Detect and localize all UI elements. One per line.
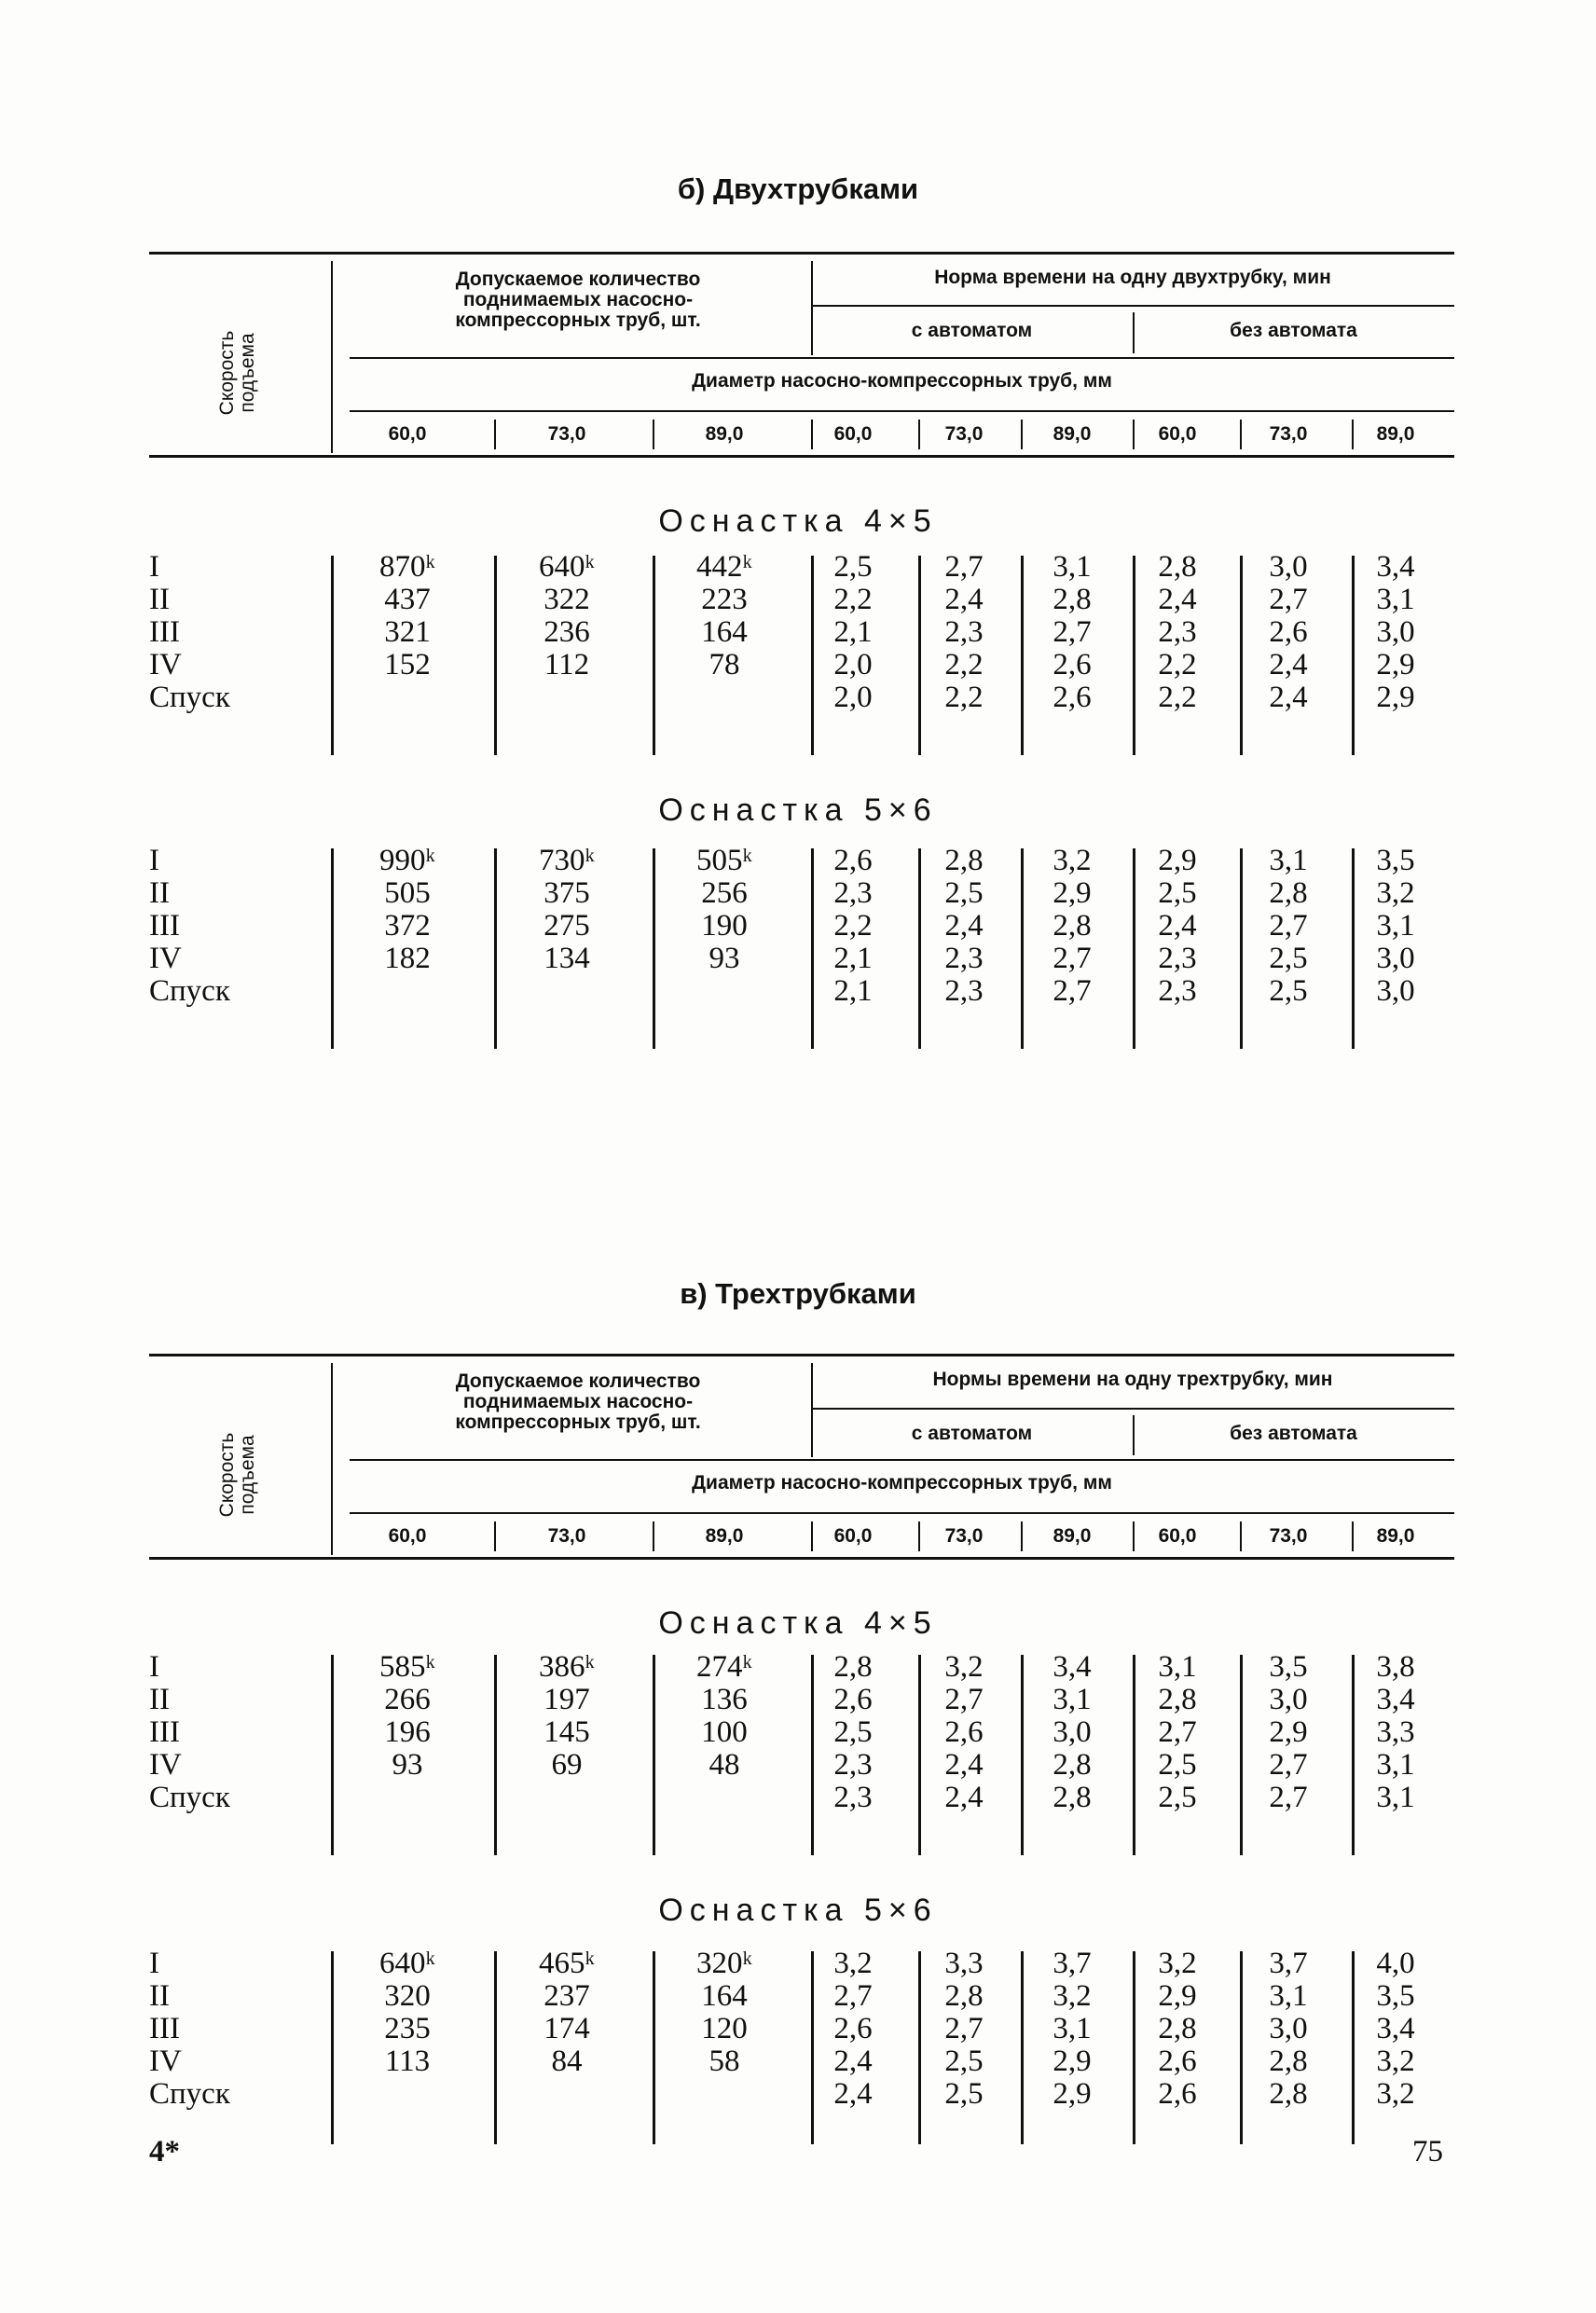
quantity-cell: 145	[543, 1715, 590, 1749]
time-norm-cell: 2,3	[833, 1748, 873, 1782]
time-norm-cell: 2,4	[1158, 909, 1197, 943]
diameter-header-cell: 89,0	[1053, 1525, 1092, 1547]
body-column-divider	[653, 556, 655, 755]
row-label: IV	[149, 1748, 182, 1782]
time-norm-cell: 2,8	[1269, 876, 1308, 910]
time-norm-cell: 2,7	[1269, 1748, 1308, 1782]
time-norm-cell: 2,4	[944, 909, 984, 943]
auto-subheader-rule	[350, 1459, 1454, 1461]
row-label: I	[149, 1650, 159, 1684]
rigging-group-title: Оснастка 4×5	[658, 1605, 938, 1641]
time-norm-cell: 3,0	[1376, 615, 1415, 649]
body-column-divider	[1021, 556, 1024, 755]
time-norm-cell: 2,8	[1053, 1748, 1092, 1782]
time-norm-cell: 3,1	[1269, 844, 1308, 877]
time-norm-cell: 4,0	[1376, 1947, 1415, 1980]
time-norm-cell: 2,3	[944, 615, 984, 649]
body-column-divider	[918, 556, 921, 755]
time-norm-cell: 2,3	[1158, 974, 1197, 1008]
diameter-subheader-rule	[350, 1512, 1454, 1514]
row-label: I	[149, 550, 159, 584]
allowed-quantity-label: Допускаемое количество	[455, 268, 701, 290]
quantity-cell: 100	[701, 1715, 748, 1749]
body-column-divider	[494, 1951, 497, 2144]
quantity-cell: 640ᵏ	[539, 550, 595, 584]
diameter-header-cell: 89,0	[705, 423, 744, 445]
body-column-divider	[494, 556, 497, 755]
quantity-cell: 196	[384, 1715, 431, 1749]
quantity-cell: 136	[701, 1683, 748, 1716]
quantity-cell: 437	[384, 583, 431, 616]
body-column-divider	[331, 848, 334, 1049]
body-column-divider	[653, 848, 655, 1049]
header-bottom-rule	[149, 1557, 1454, 1560]
quantity-cell: 134	[543, 942, 590, 975]
row-label: IV	[149, 942, 182, 975]
time-norm-cell: 3,2	[1053, 1979, 1092, 2013]
time-norm-cell: 3,0	[1376, 974, 1415, 1008]
diameter-divider	[494, 1521, 496, 1551]
time-norm-cell: 2,0	[833, 648, 873, 682]
time-norm-cell: 2,9	[1269, 1715, 1308, 1749]
time-norm-cell: 3,1	[1053, 1683, 1092, 1716]
diameter-divider	[494, 420, 496, 449]
quantity-cell: 442ᵏ	[696, 550, 752, 584]
quantity-cell: 274ᵏ	[696, 1650, 752, 1684]
time-norm-cell: 3,5	[1376, 1979, 1415, 2013]
header-top-rule	[149, 252, 1454, 255]
quantity-cell: 640ᵏ	[379, 1947, 435, 1980]
quantity-cell: 505ᵏ	[696, 844, 752, 877]
header-left-divider	[331, 1363, 333, 1555]
body-column-divider	[918, 848, 921, 1049]
header-top-rule	[149, 1354, 1454, 1356]
diameter-label: Диаметр насосно-компрессорных труб, мм	[692, 370, 1112, 392]
time-norm-cell: 3,1	[1269, 1979, 1308, 2013]
body-column-divider	[331, 1951, 334, 2144]
quantity-cell: 322	[543, 583, 590, 616]
time-norm-cell: 2,8	[1158, 1683, 1197, 1716]
without-auto-label: без автомата	[1230, 320, 1357, 341]
time-norm-cell: 3,1	[1376, 1781, 1415, 1814]
row-label: IV	[149, 2045, 182, 2078]
body-column-divider	[494, 1655, 497, 1855]
norm-subheader-rule	[811, 305, 1454, 307]
time-norm-cell: 2,6	[1053, 681, 1092, 714]
time-norm-cell: 2,3	[833, 876, 873, 910]
section-title: б) Двухтрубками	[677, 172, 919, 205]
diameter-header-cell: 73,0	[547, 1525, 586, 1547]
time-norm-cell: 2,2	[944, 681, 984, 714]
body-column-divider	[1240, 1951, 1243, 2144]
time-norm-cell: 3,3	[944, 1947, 984, 1980]
body-column-divider	[653, 1951, 655, 2144]
time-norm-cell: 2,7	[1269, 909, 1308, 943]
rotated-label-line: подъема	[237, 333, 258, 413]
diameter-header-cell: 60,0	[833, 1525, 873, 1547]
time-norm-cell: 3,2	[1376, 2077, 1415, 2111]
body-column-divider	[1021, 1655, 1024, 1855]
time-norm-cell: 2,8	[1053, 909, 1092, 943]
quantity-cell: 58	[709, 2045, 740, 2078]
time-norm-cell: 2,8	[944, 844, 984, 877]
body-column-divider	[1240, 556, 1243, 755]
time-norm-cell: 3,1	[1053, 2012, 1092, 2045]
time-norm-cell: 2,2	[1158, 681, 1197, 714]
row-label: II	[149, 1683, 170, 1716]
time-norm-cell: 2,1	[833, 942, 873, 975]
time-norm-cell: 3,0	[1269, 550, 1308, 584]
row-label: IV	[149, 648, 182, 682]
time-norm-cell: 3,5	[1376, 844, 1415, 877]
time-norm-cell: 2,7	[944, 2012, 984, 2045]
diameter-header-cell: 89,0	[1376, 423, 1415, 445]
time-norm-cell: 2,5	[944, 2077, 984, 2111]
time-norm-cell: 2,8	[1053, 1781, 1092, 1814]
header-bottom-rule	[149, 455, 1454, 458]
allowed-quantity-label: компрессорных труб, шт.	[455, 1411, 701, 1433]
time-norm-cell: 2,2	[1158, 648, 1197, 682]
time-norm-cell: 3,7	[1053, 1947, 1092, 1980]
diameter-subheader-rule	[350, 410, 1454, 412]
rotated-label-line: Скорость	[216, 1432, 238, 1518]
body-column-divider	[1021, 848, 1024, 1049]
quantity-cell: 236	[543, 615, 590, 649]
row-label: I	[149, 1947, 159, 1980]
quantity-cell: 164	[701, 1979, 748, 2013]
quantity-cell: 275	[543, 909, 590, 943]
time-norm-cell: 2,7	[944, 550, 984, 584]
time-norm-cell: 2,9	[1376, 681, 1415, 714]
time-norm-cell: 2,4	[833, 2077, 873, 2111]
allowed-quantity-label: поднимаемых насосно-	[462, 1391, 694, 1412]
row-label: III	[149, 615, 180, 649]
quantity-cell: 164	[701, 615, 748, 649]
diameter-header-cell: 89,0	[705, 1525, 744, 1547]
rigging-group-title: Оснастка 5×6	[658, 1893, 938, 1928]
time-norm-cell: 2,5	[833, 1715, 873, 1749]
time-norm-cell: 2,9	[1053, 2077, 1092, 2111]
header-left-divider	[331, 261, 333, 453]
time-norm-cell: 2,5	[1158, 876, 1197, 910]
quantity-cell: 93	[392, 1748, 423, 1782]
time-norm-cell: 3,0	[1053, 1715, 1092, 1749]
quantity-cell: 69	[551, 1748, 583, 1782]
time-norm-cell: 3,5	[1269, 1650, 1308, 1684]
time-norm-cell: 3,8	[1376, 1650, 1415, 1684]
time-norm-cell: 2,3	[944, 974, 984, 1008]
time-norm-cell: 2,5	[1158, 1781, 1197, 1814]
time-norm-cell: 2,8	[1269, 2045, 1308, 2078]
diameter-divider	[653, 420, 654, 449]
time-norm-cell: 2,6	[1158, 2045, 1197, 2078]
body-column-divider	[1240, 1655, 1243, 1855]
time-norm-cell: 3,2	[1053, 844, 1092, 877]
time-norm-cell: 2,2	[833, 909, 873, 943]
time-norm-cell: 2,5	[1269, 942, 1308, 975]
quantity-cell: 78	[709, 648, 740, 682]
time-norm-cell: 2,6	[1158, 2077, 1197, 2111]
rotated-speed-label	[217, 308, 258, 438]
row-label: II	[149, 876, 170, 910]
quantity-cell: 182	[384, 942, 431, 975]
diameter-label: Диаметр насосно-компрессорных труб, мм	[692, 1472, 1112, 1494]
quantity-cell: 386ᵏ	[539, 1650, 595, 1684]
time-norm-cell: 3,0	[1376, 942, 1415, 975]
time-norm-cell: 2,7	[1269, 1781, 1308, 1814]
row-label: III	[149, 909, 180, 943]
time-norm-cell: 2,1	[833, 615, 873, 649]
quantity-cell: 120	[701, 2012, 748, 2045]
time-norm-cell: 3,4	[1053, 1650, 1092, 1684]
row-label: II	[149, 1979, 170, 2013]
diameter-header-cell: 73,0	[547, 423, 586, 445]
time-norm-cell: 2,5	[1158, 1748, 1197, 1782]
quantity-cell: 375	[543, 876, 590, 910]
time-norm-cell: 2,6	[833, 1683, 873, 1716]
quantity-cell: 585ᵏ	[379, 1650, 435, 1684]
norm-label: Норма времени на одну двухтрубку, мин	[934, 267, 1331, 288]
time-norm-cell: 2,7	[1053, 942, 1092, 975]
time-norm-cell: 2,4	[1158, 583, 1197, 616]
time-norm-cell: 2,6	[1053, 648, 1092, 682]
row-label: Спуск	[149, 974, 230, 1008]
body-column-divider	[331, 1655, 334, 1855]
time-norm-cell: 2,4	[1269, 681, 1308, 714]
time-norm-cell: 2,8	[1158, 2012, 1197, 2045]
time-norm-cell: 2,3	[1158, 942, 1197, 975]
quantity-cell: 152	[384, 648, 431, 682]
quantity-cell: 190	[701, 909, 748, 943]
quantity-cell: 113	[384, 2045, 431, 2078]
footer-signature-mark: 4*	[149, 2135, 180, 2168]
auto-subheader-rule	[350, 357, 1454, 359]
quantity-cell: 321	[384, 615, 431, 649]
time-norm-cell: 2,7	[1053, 615, 1092, 649]
quantity-cell: 223	[701, 583, 748, 616]
quantity-cell: 48	[709, 1748, 740, 1782]
time-norm-cell: 2,4	[833, 2045, 873, 2078]
time-norm-cell: 2,4	[944, 1748, 984, 1782]
time-norm-cell: 2,0	[833, 681, 873, 714]
body-column-divider	[494, 848, 497, 1049]
time-norm-cell: 3,3	[1376, 1715, 1415, 1749]
row-label: III	[149, 2012, 180, 2045]
diameter-header-cell: 89,0	[1376, 1525, 1415, 1547]
time-norm-cell: 2,6	[833, 2012, 873, 2045]
time-norm-cell: 2,9	[1053, 876, 1092, 910]
body-column-divider	[1021, 1951, 1024, 2144]
time-norm-cell: 3,2	[944, 1650, 984, 1684]
body-column-divider	[1240, 848, 1243, 1049]
allowed-quantity-label: поднимаемых насосно-	[462, 289, 694, 310]
time-norm-cell: 2,7	[944, 1683, 984, 1716]
time-norm-cell: 2,5	[1269, 974, 1308, 1008]
time-norm-cell: 3,2	[1376, 2045, 1415, 2078]
body-column-divider	[918, 1951, 921, 2144]
time-norm-cell: 3,4	[1376, 1683, 1415, 1716]
rotated-speed-label	[217, 1410, 258, 1540]
quantity-cell: 372	[384, 909, 431, 943]
time-norm-cell: 2,8	[1158, 550, 1197, 584]
diameter-header-cell: 73,0	[944, 1525, 984, 1547]
time-norm-cell: 2,6	[833, 844, 873, 877]
time-norm-cell: 2,7	[1053, 974, 1092, 1008]
time-norm-cell: 2,2	[833, 583, 873, 616]
row-label: I	[149, 844, 159, 877]
time-norm-cell: 2,3	[944, 942, 984, 975]
time-norm-cell: 2,1	[833, 974, 873, 1008]
without-auto-label: без автомата	[1230, 1423, 1357, 1444]
quantity-cell: 237	[543, 1979, 590, 2013]
time-norm-cell: 3,7	[1269, 1947, 1308, 1980]
diameter-divider	[653, 1521, 654, 1551]
time-norm-cell: 2,4	[944, 583, 984, 616]
with-auto-label: с автоматом	[911, 1423, 1033, 1444]
diameter-header-cell: 73,0	[1269, 423, 1308, 445]
diameter-header-cell: 60,0	[388, 423, 427, 445]
time-norm-cell: 2,8	[1269, 2077, 1308, 2111]
quantity-cell: 266	[384, 1683, 431, 1716]
rigging-group-title: Оснастка 4×5	[658, 503, 938, 539]
time-norm-cell: 2,8	[1053, 583, 1092, 616]
time-norm-cell: 2,6	[1269, 615, 1308, 649]
row-label: Спуск	[149, 1781, 230, 1814]
time-norm-cell: 2,8	[944, 1979, 984, 2013]
quantity-cell: 256	[701, 876, 748, 910]
time-norm-cell: 2,9	[1376, 648, 1415, 682]
quantity-cell: 870ᵏ	[379, 550, 435, 584]
norm-subheader-rule	[811, 1408, 1454, 1410]
quantity-cell: 197	[543, 1683, 590, 1716]
time-norm-cell: 2,4	[1269, 648, 1308, 682]
time-norm-cell: 3,0	[1269, 2012, 1308, 2045]
time-norm-cell: 3,1	[1376, 583, 1415, 616]
quantity-cell: 93	[709, 942, 740, 975]
time-norm-cell: 3,0	[1269, 1683, 1308, 1716]
diameter-header-cell: 60,0	[1158, 1525, 1197, 1547]
norm-label: Нормы времени на одну трехтрубку, мин	[932, 1369, 1333, 1390]
time-norm-cell: 3,4	[1376, 550, 1415, 584]
time-norm-cell: 2,5	[944, 876, 984, 910]
quantity-cell: 235	[384, 2012, 431, 2045]
time-norm-cell: 3,2	[1158, 1947, 1197, 1980]
time-norm-cell: 2,9	[1158, 1979, 1197, 2013]
with-auto-label: с автоматом	[911, 320, 1033, 341]
time-norm-cell: 2,5	[833, 550, 873, 584]
body-column-divider	[918, 1655, 921, 1855]
time-norm-cell: 2,9	[1053, 2045, 1092, 2078]
row-label: Спуск	[149, 2077, 230, 2111]
time-norm-cell: 2,7	[833, 1979, 873, 2013]
body-column-divider	[331, 556, 334, 755]
page-number: 75	[1412, 2135, 1443, 2168]
rotated-label-line: Скорость	[216, 330, 238, 416]
time-norm-cell: 2,6	[944, 1715, 984, 1749]
time-norm-cell: 3,1	[1053, 550, 1092, 584]
row-label: II	[149, 583, 170, 616]
time-norm-cell: 2,8	[833, 1650, 873, 1684]
quantity-cell: 990ᵏ	[379, 844, 435, 877]
quantity-cell: 505	[384, 876, 431, 910]
diameter-header-cell: 60,0	[1158, 423, 1197, 445]
rigging-group-title: Оснастка 5×6	[658, 792, 938, 828]
time-norm-cell: 2,7	[1158, 1715, 1197, 1749]
time-norm-cell: 2,9	[1158, 844, 1197, 877]
time-norm-cell: 2,5	[944, 2045, 984, 2078]
diameter-header-cell: 89,0	[1053, 423, 1092, 445]
time-norm-cell: 3,1	[1376, 1748, 1415, 1782]
quantity-cell: 84	[551, 2045, 583, 2078]
quantity-cell: 320	[384, 1979, 431, 2013]
time-norm-cell: 3,2	[1376, 876, 1415, 910]
time-norm-cell: 3,4	[1376, 2012, 1415, 2045]
quantity-cell: 112	[543, 648, 590, 682]
quantity-cell: 174	[543, 2012, 590, 2045]
diameter-header-cell: 60,0	[388, 1525, 427, 1547]
time-norm-cell: 3,2	[833, 1947, 873, 1980]
quantity-cell: 465ᵏ	[539, 1947, 595, 1980]
diameter-header-cell: 60,0	[833, 423, 873, 445]
time-norm-cell: 2,2	[944, 648, 984, 682]
time-norm-cell: 2,4	[944, 1781, 984, 1814]
time-norm-cell: 3,1	[1158, 1650, 1197, 1684]
time-norm-cell: 2,7	[1269, 583, 1308, 616]
quantity-cell: 320ᵏ	[696, 1947, 752, 1980]
row-label: III	[149, 1715, 180, 1749]
allowed-quantity-label: Допускаемое количество	[455, 1370, 701, 1392]
rotated-label-line: подъема	[237, 1435, 258, 1515]
body-column-divider	[653, 1655, 655, 1855]
section-title: в) Трехтрубками	[680, 1277, 916, 1310]
time-norm-cell: 3,1	[1376, 909, 1415, 943]
time-norm-cell: 2,3	[1158, 615, 1197, 649]
quantity-cell: 730ᵏ	[539, 844, 595, 877]
diameter-header-cell: 73,0	[1269, 1525, 1308, 1547]
allowed-quantity-label: компрессорных труб, шт.	[455, 310, 701, 331]
time-norm-cell: 2,3	[833, 1781, 873, 1814]
diameter-header-cell: 73,0	[944, 423, 984, 445]
row-label: Спуск	[149, 681, 230, 714]
